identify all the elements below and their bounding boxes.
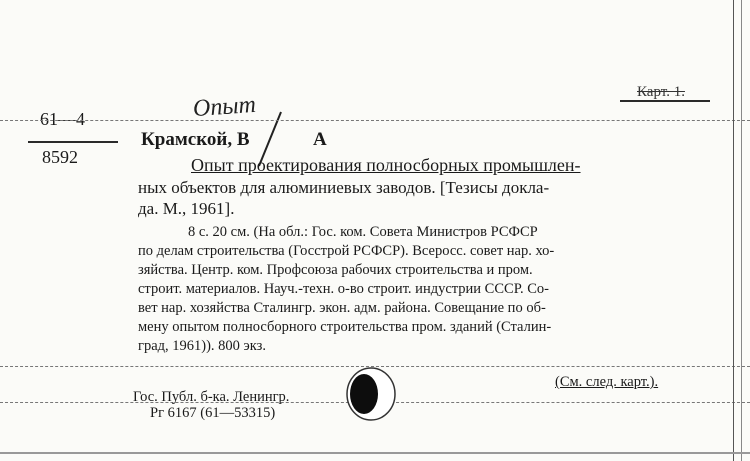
punch-hole-icon	[344, 364, 400, 424]
desc-line-2: по делам строительства (Госстрой РСФСР). Всеросс. совет нар. хо-	[138, 243, 555, 259]
top-right-rule	[620, 100, 710, 102]
heading-letter: А	[313, 129, 327, 150]
desc-line-1: 8 с. 20 см. (На обл.: Гос. ком. Совета Министров РСФСР	[188, 224, 538, 240]
desc-line-4: строит. материалов. Науч.-техн. о-во строит. индустрии СССР. Со-	[138, 281, 549, 297]
bottom-edge	[0, 452, 750, 454]
continuation-note: (См. след. карт.).	[555, 374, 659, 390]
desc-line-5: вет нар. хозяйства Сталингр. экон. адм. района. Совещание по об-	[138, 300, 546, 316]
desc-line-7: град, 1961)). 800 экз.	[138, 338, 266, 354]
title-line-2: ных объектов для алюминиевых заводов. [Тезисы докла-	[138, 178, 550, 197]
right-edge-mark	[741, 0, 742, 461]
card-number: Карт. 1.	[637, 84, 685, 100]
accession-number: 8592	[42, 147, 78, 167]
call-number: 61—4	[40, 109, 85, 129]
ruled-line	[0, 120, 750, 121]
title-line-1: Опыт проектирования полносборных промышлен-	[191, 155, 581, 175]
handwritten-note: Опыт	[192, 91, 257, 123]
call-number-rule	[28, 141, 118, 143]
library-line: Гос. Публ. б-ка. Ленингр.	[133, 389, 290, 405]
order-line: Рг 6167 (61—53315)	[150, 405, 276, 421]
desc-line-3: зяйства. Центр. ком. Профсоюза рабочих строительства и пром.	[138, 262, 533, 278]
desc-line-6: мену опытом полносборного строительства пром. зданий (Сталин-	[138, 319, 552, 335]
right-edge-mark	[733, 0, 734, 461]
title-line-3: да. М., 1961].	[138, 199, 235, 218]
heading-author: Крамской, В	[141, 129, 250, 150]
